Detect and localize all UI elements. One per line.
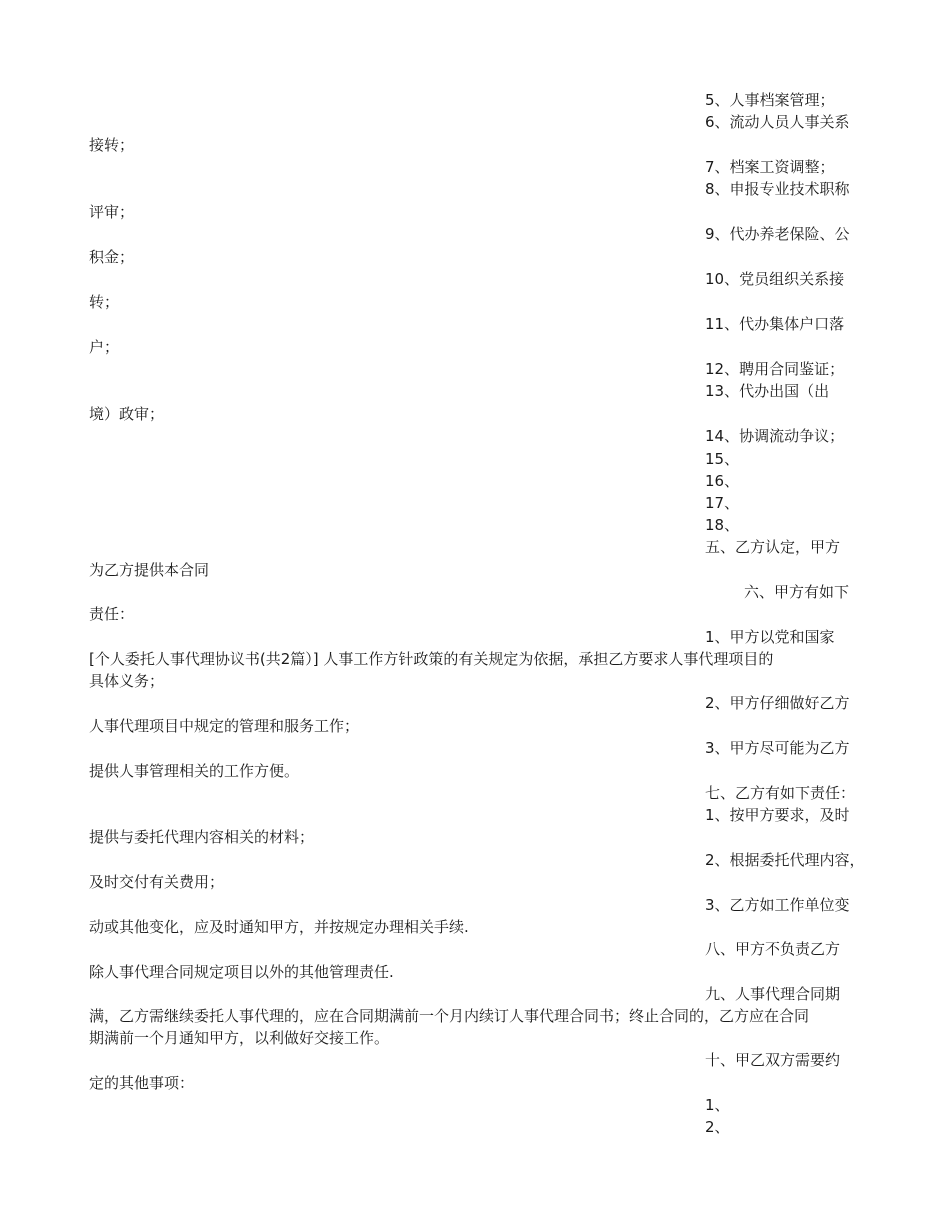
item-17: 17、 — [705, 494, 740, 512]
item-11: 11、代办集体户口落 — [705, 315, 845, 333]
item-6-cont: 接转； — [89, 136, 135, 154]
section-10-cont: 定的其他事项： — [89, 1074, 195, 1092]
section-6-item-1-cont: [个人委托人事代理协议书(共2篇）] 人事工作方针政策的有关规定为依据，承担乙方要求人事代理项目的 — [89, 650, 774, 668]
item-6: 6、流动人员人事关系 — [705, 113, 850, 131]
section-6-item-3: 3、甲方尽可能为乙方 — [705, 739, 850, 757]
item-13: 13、代办出国（出 — [705, 382, 830, 400]
section-6-item-1: 1、甲方以党和国家 — [705, 628, 835, 646]
item-9: 9、代办养老保险、公 — [705, 225, 850, 243]
item-15: 15、 — [705, 450, 740, 468]
item-8-cont: 评审； — [89, 203, 135, 221]
section-7: 七、乙方有如下责任： — [705, 784, 856, 802]
section-5: 五、乙方认定，甲方 — [705, 538, 841, 556]
section-6: 六、甲方有如下 — [744, 583, 850, 601]
section-7-item-1: 1、按甲方要求，及时 — [705, 806, 850, 824]
section-7-item-1-cont: 提供与委托代理内容相关的材料； — [89, 828, 315, 846]
item-10-cont: 转； — [89, 293, 120, 311]
item-18: 18、 — [705, 516, 740, 534]
section-7-item-2-cont: 及时交付有关费用； — [89, 873, 225, 891]
section-8-cont: 除人事代理合同规定项目以外的其他管理责任. — [89, 963, 394, 981]
section-10-item-2: 2、 — [705, 1118, 730, 1136]
section-5-cont: 为乙方提供本合同 — [89, 561, 210, 579]
item-8: 8、申报专业技术职称 — [705, 180, 850, 198]
section-6-item-2: 2、甲方仔细做好乙方 — [705, 694, 850, 712]
section-7-item-2: 2、根据委托代理内容， — [705, 851, 865, 869]
section-7-item-3-cont: 动或其他变化，应及时通知甲方，并按规定办理相关手续. — [89, 918, 469, 936]
section-6-cont: 责任： — [89, 605, 135, 623]
item-7: 7、档案工资调整； — [705, 158, 835, 176]
item-12: 12、聘用合同鉴证； — [705, 360, 845, 378]
item-13-cont: 境）政审； — [89, 405, 165, 423]
section-7-item-3: 3、乙方如工作单位变 — [705, 896, 850, 914]
section-10-item-1: 1、 — [705, 1096, 730, 1114]
section-6-item-2-cont: 人事代理项目中规定的管理和服务工作； — [89, 717, 360, 735]
section-6-item-3-cont: 提供人事管理相关的工作方便。 — [89, 762, 300, 780]
item-10: 10、党员组织关系接 — [705, 270, 845, 288]
item-14: 14、协调流动争议； — [705, 427, 845, 445]
section-10: 十、甲乙双方需要约 — [705, 1051, 841, 1069]
item-11-cont: 户； — [89, 338, 120, 356]
section-6-item-1-cont2: 具体义务； — [89, 672, 165, 690]
item-16: 16、 — [705, 472, 740, 490]
section-9-cont2: 期满前一个月通知甲方，以利做好交接工作。 — [89, 1029, 390, 1047]
item-9-cont: 积金； — [89, 248, 135, 266]
section-8: 八、甲方不负责乙方 — [705, 940, 841, 958]
section-9: 九、人事代理合同期 — [705, 985, 841, 1003]
section-9-cont: 满，乙方需继续委托人事代理的，应在合同期满前一个月内续订人事代理合同书；终止合同的，乙方应在合同 — [89, 1007, 810, 1025]
item-5: 5、人事档案管理； — [705, 91, 835, 109]
